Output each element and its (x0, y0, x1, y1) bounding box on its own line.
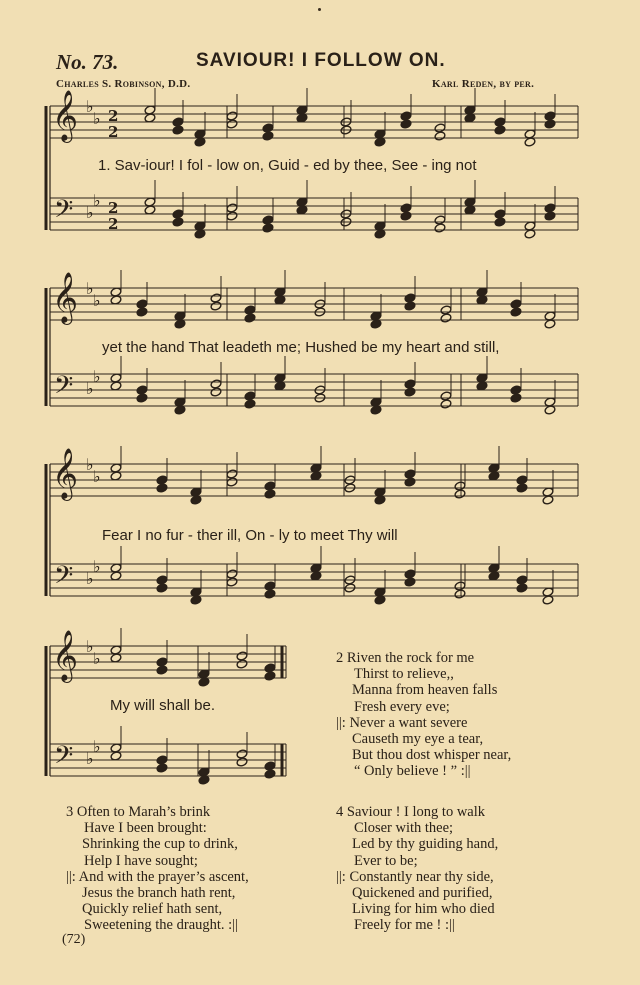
verse-line: 4 Saviour ! I long to walk (336, 804, 486, 820)
note-head (510, 393, 522, 403)
note-head (156, 583, 168, 593)
note-head (156, 665, 168, 675)
note-head (264, 671, 276, 681)
note-head (404, 301, 416, 311)
note-head (440, 305, 452, 315)
treble-clef: 𝄞 (52, 630, 79, 681)
note-head (404, 469, 416, 479)
verse-line: Fresh every eve; (354, 698, 450, 715)
flat-sign: ♭ (93, 191, 101, 210)
bass-clef: 𝄢 (54, 741, 74, 776)
note-head (454, 581, 466, 591)
note-head (400, 119, 412, 129)
note-head (494, 125, 506, 135)
note-head (440, 391, 452, 401)
hymn-title: SAVIOUR! I FOLLOW ON. (196, 50, 446, 71)
note-head (244, 313, 256, 323)
time-signature: 2 (108, 199, 119, 217)
note-head (210, 387, 222, 397)
note-head (226, 477, 238, 487)
time-signature: 2 (108, 215, 119, 233)
note-head (226, 469, 238, 479)
note-head (262, 215, 274, 225)
note-head (264, 769, 276, 779)
page-number: (72) (62, 932, 86, 947)
note-head (264, 581, 276, 591)
note-head (510, 307, 522, 317)
verse-line: ||: Never a want severe (336, 714, 468, 731)
bass-clef: 𝄢 (54, 561, 74, 596)
words-credit: Charles S. Robinson, D.D. (56, 78, 191, 90)
treble-clef: 𝄞 (52, 448, 79, 499)
note-head (156, 657, 168, 667)
note-head (440, 399, 452, 409)
flat-sign: ♭ (86, 749, 94, 768)
verse-line: Sweetening the draught. :|| (84, 917, 238, 934)
note-head (264, 663, 276, 673)
note-head (236, 651, 248, 661)
note-head (434, 215, 446, 225)
note-head (156, 755, 168, 765)
note-head (264, 589, 276, 599)
verse-line: Quickened and purified, (352, 884, 493, 901)
verse-line: “ Only believe ! ” :|| (354, 763, 471, 780)
note-head (400, 203, 412, 213)
note-head (434, 223, 446, 233)
note-head (400, 111, 412, 121)
note-head (236, 659, 248, 669)
note-head (172, 209, 184, 219)
note-head (262, 223, 274, 233)
flat-sign: ♭ (86, 637, 94, 656)
time-signature: 2 (108, 107, 119, 125)
music-credit: Karl Reden, by per. (432, 78, 535, 90)
note-head (226, 569, 238, 579)
verse-line: 2 Riven the rock for me (336, 650, 475, 666)
flat-sign: ♭ (86, 569, 94, 588)
verse-line: Ever to be; (354, 852, 418, 869)
flat-sign: ♭ (93, 737, 101, 756)
treble-clef: 𝄞 (52, 272, 79, 323)
note-head (264, 489, 276, 499)
note-head (156, 475, 168, 485)
note-head (404, 379, 416, 389)
note-head (454, 489, 466, 499)
verse-2 (336, 650, 511, 780)
note-head (172, 217, 184, 227)
note-head (210, 293, 222, 303)
note-head (454, 589, 466, 599)
lyric-line-4: My will shall be. (110, 697, 216, 714)
note-head (136, 385, 148, 395)
flat-sign: ♭ (93, 291, 101, 310)
note-head (516, 475, 528, 485)
note-head (136, 299, 148, 309)
note-head (210, 379, 222, 389)
flat-sign: ♭ (86, 379, 94, 398)
verse-line: Led by thy guiding hand, (352, 836, 499, 853)
verse-line: Causeth my eye a tear, (352, 730, 484, 747)
flat-sign: ♭ (86, 279, 94, 298)
note-head (244, 399, 256, 409)
note-head (544, 211, 556, 221)
note-head (516, 583, 528, 593)
note-head (136, 393, 148, 403)
note-head (404, 569, 416, 579)
note-head (226, 577, 238, 587)
note-head (264, 761, 276, 771)
note-head (544, 119, 556, 129)
verse-line: Jesus the branch hath rent, (82, 884, 236, 901)
note-head (172, 125, 184, 135)
lyric-line-1: 1. Sav-iour! I fol - low on, Guid - ed by thee, See - ing not (98, 157, 477, 174)
note-head (262, 131, 274, 141)
verse-3 (66, 804, 249, 934)
note-head (544, 203, 556, 213)
verse-4 (336, 804, 498, 934)
verse-line: Manna from heaven falls (352, 682, 498, 699)
flat-sign: ♭ (93, 557, 101, 576)
note-head (236, 749, 248, 759)
flat-sign: ♭ (86, 455, 94, 474)
verse-line: Freely for me ! :|| (354, 917, 455, 934)
note-head (510, 385, 522, 395)
verse-line: Shrinking the cup to drink, (82, 836, 238, 853)
hymn-number: No. 73. (56, 50, 119, 74)
note-head (226, 111, 238, 121)
verse-line: Living for him who died (352, 901, 495, 918)
verse-line: 3 Often to Marah’s brink (66, 804, 211, 820)
bass-clef: 𝄢 (54, 195, 74, 230)
note-head (244, 391, 256, 401)
lyric-line-3: Fear I no fur - ther ill, On - ly to meet Thy will (102, 527, 398, 544)
treble-clef: 𝄞 (52, 90, 79, 141)
note-head (516, 483, 528, 493)
verse-line: But thou dost whisper near, (352, 747, 512, 764)
note-head (236, 757, 248, 767)
note-head (262, 123, 274, 133)
note-head (210, 301, 222, 311)
note-head (404, 477, 416, 487)
note-head (264, 481, 276, 491)
note-head (226, 119, 238, 129)
verse-line: Have I been brought: (84, 820, 207, 837)
note-head (172, 117, 184, 127)
note-head (244, 305, 256, 315)
verse-line: ||: Constantly near thy side, (336, 868, 494, 885)
note-head (434, 123, 446, 133)
note-head (404, 387, 416, 397)
note-head (440, 313, 452, 323)
verse-line: Closer with thee; (354, 820, 454, 837)
note-head (400, 211, 412, 221)
time-signature: 2 (108, 123, 119, 141)
lyric-line-2: yet the hand That leadeth me; Hushed be my heart and still, (102, 339, 500, 356)
note-head (156, 575, 168, 585)
note-head (156, 763, 168, 773)
flat-sign: ♭ (86, 97, 94, 116)
flat-sign: ♭ (93, 649, 101, 668)
note-head (226, 203, 238, 213)
note-head (226, 211, 238, 221)
note-head (404, 293, 416, 303)
note-head (494, 209, 506, 219)
note-head (494, 217, 506, 227)
verse-line: Help I have sought; (84, 852, 198, 869)
note-head (156, 483, 168, 493)
bass-clef: 𝄢 (54, 371, 74, 406)
note-head (434, 131, 446, 141)
note-head (510, 299, 522, 309)
note-head (494, 117, 506, 127)
flat-sign: ♭ (93, 367, 101, 386)
note-head (136, 307, 148, 317)
verse-line: Quickly relief hath sent, (82, 901, 223, 918)
note-head (544, 111, 556, 121)
flat-sign: ♭ (86, 203, 94, 222)
note-head (454, 481, 466, 491)
note-head (404, 577, 416, 587)
verse-line: ||: And with the prayer’s ascent, (66, 868, 249, 885)
note-head (516, 575, 528, 585)
verse-line: Thirst to relieve,, (354, 666, 454, 683)
flat-sign: ♭ (93, 467, 101, 486)
flat-sign: ♭ (93, 109, 101, 128)
